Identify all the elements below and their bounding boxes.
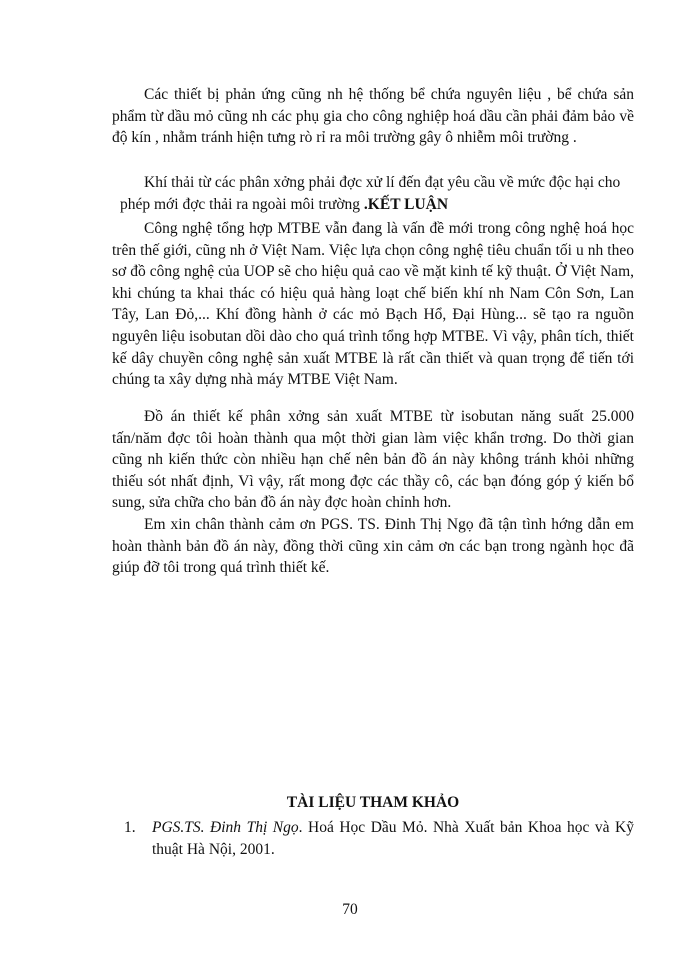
reference-item — [112, 817, 634, 860]
references-title: TÀI LIỆU THAM KHẢO — [286, 794, 460, 811]
reference-details: . Hoá Học Dầu Mỏ. Nhà Xuất bản Khoa học và Kỹ thuật Hà Nội, 2001. — [152, 819, 634, 858]
paragraph-project-completion: Đồ án thiết kế phân xởng sản xuất MTBE từ isobutan năng suất 25.000 tấn/năm đợc tôi hoàn thành qua một thời gian làm việc khẩn trơng. Do thời gian cũng nh kiến thức còn nhiều hạn chế nên bản đồ án này không tránh khỏi những thiếu sót nhất định, Vì vậy, rất mong đợc các thầy cô, các bạn đóng góp ý kiến bổ sung, sửa chữa cho bản đồ án này đợc hoàn chỉnh hơn. — [112, 408, 634, 512]
paragraph-equipment-sealing: Các thiết bị phản ứng cũng nh hệ thống bể chứa nguyên liệu , bể chứa sản phẩm từ dầu mỏ cũng nh các phụ gia cho công nghiệp hoá dầu cần phải đảm bảo về độ kín , nhằm tránh hiện tưng rò rỉ ra môi trường gây ô nhiễm môi trường . — [112, 86, 634, 147]
section-heading-conclusion: .KẾT LUẬN — [363, 195, 449, 213]
paragraph-acknowledgement: Em xin chân thành cảm ơn PGS. TS. Đinh Thị Ngọ đã tận tình hớng dẫn em hoàn thành bản đồ án này, đồng thời cũng xin cảm ơn các bạn trong ngành học đã giúp đỡ tôi trong quá trình thiết kế. — [112, 516, 634, 577]
reference-number: 1. — [124, 819, 136, 836]
paragraph-exhaust-gas — [120, 172, 634, 215]
reference-author: PGS.TS. Đinh Thị Ngọ — [152, 819, 299, 836]
references-list — [112, 817, 634, 860]
paragraph-exhaust-gas-text: Khí thải từ các phân xởng phải đợc xử lí đến đạt yêu cầu về mức độc hại cho phép mới đợc thải ra ngoài môi trường — [120, 174, 621, 213]
page-number: 70 — [342, 901, 358, 918]
paragraph-mtbe-technology: Công nghệ tổng hợp MTBE vẫn đang là vấn đề mới trong công nghệ hoá học trên thế giới, cũng nh ở Việt Nam. Việc lựa chọn công nghệ tiêu chuẩn tối u nh theo sơ đồ công nghệ của UOP sẽ cho hiệu quả cao về mặt kinh tế kỹ thuật. Ở Việt Nam, khi chúng ta khai thác có hiệu quả hàng loạt chế biến khí nh Nam Côn Sơn, Lan Tây, Lan Đỏ,... Khí đồng hành ở các mỏ Bạch Hổ, Đại Hùng... sẽ tạo ra nguồn nguyên liệu isobutan dồi dào cho quá trình tổng hợp MTBE. Vì vậy, phân tích, thiết kế dây chuyền công nghệ sản xuất MTBE là rất cần thiết và quan trọng để tiến tới chúng ta xây dựng nhà máy MTBE Việt Nam. — [112, 220, 634, 389]
